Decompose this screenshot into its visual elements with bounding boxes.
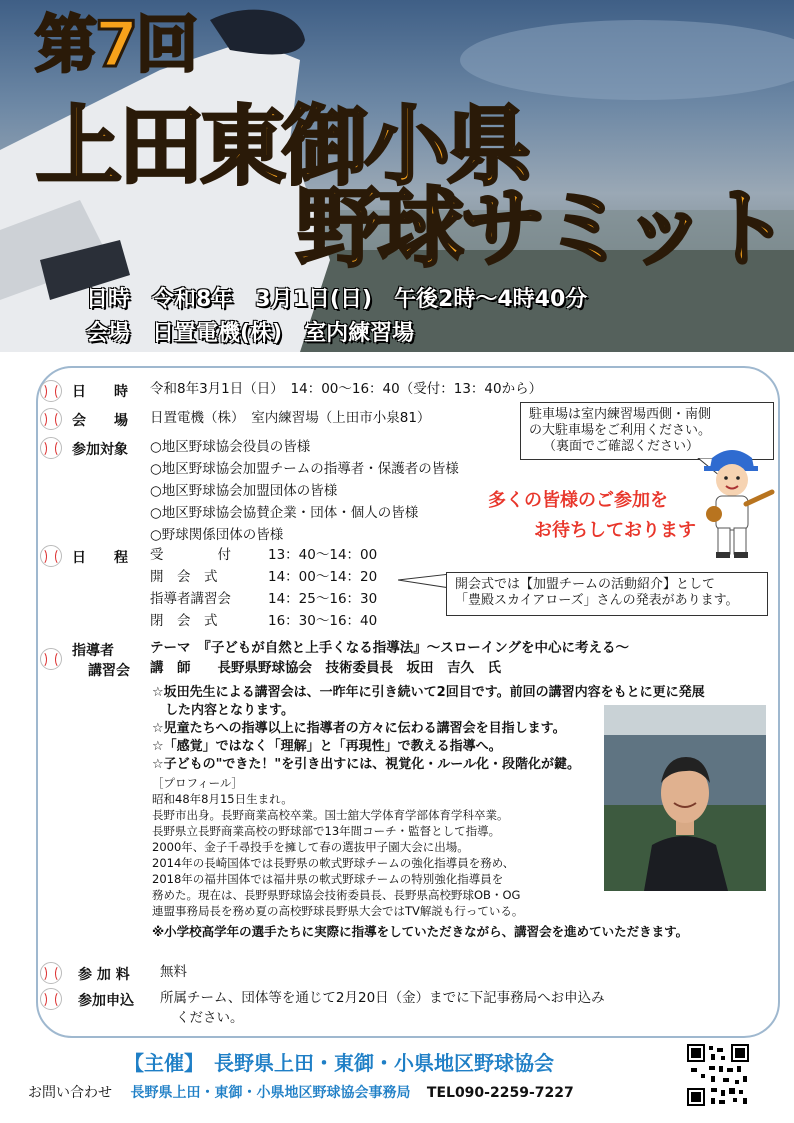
parking-callout-line: 駐車場は室内練習場西側・南側 — [529, 407, 712, 422]
seminar-bullet: した内容となります。 — [152, 703, 294, 718]
baseball-icon — [40, 408, 62, 430]
datetime-value: 令和8年3月1日（日） 14：00～16：40（受付：13：40から） — [150, 381, 543, 397]
fee-label: 参 加 料 — [78, 967, 130, 983]
organizer: 【主催】 長野県上田・東御・小県地区野球協会 — [124, 1051, 554, 1075]
contact-org: 長野県上田・東御・小県地区野球協会事務局 — [130, 1085, 411, 1101]
seminar-theme: テーマ 『子どもが自然と上手くなる指導法』～スローイングを中心に考える～ — [150, 640, 629, 656]
schedule-item-name: 指導者講習会 — [150, 591, 231, 607]
opening-callout — [446, 572, 768, 616]
contact-line — [28, 1082, 574, 1102]
profile-line: 長野市出身。長野商業高校卒業。国士舘大学体育学部体育学科卒業。 — [152, 808, 509, 822]
venue-label: 会 場 — [72, 413, 128, 429]
target-item: ○地区野球協会加盟団体の皆様 — [150, 483, 338, 499]
baseball-icon — [40, 545, 62, 567]
profile-line: 連盟事務局長を務め夏の高校野球長野県大会ではTV解説も行っている。 — [152, 904, 524, 918]
target-item: ○地区野球協会役員の皆様 — [150, 439, 311, 455]
welcome-line2: お待ちしております — [534, 520, 696, 541]
apply-text: ください。 — [176, 1010, 244, 1026]
seminar-note: ※小学校高学年の選手たちに実際に指導をしていただきながら、講習会を進めていただきます。 — [152, 924, 689, 939]
baseball-icon — [40, 988, 62, 1010]
schedule-item-time: 14：25～16：30 — [268, 591, 378, 607]
edition-title: 第7回 — [35, 8, 197, 81]
seminar-bullet: ☆子どもの"できた！"を引き出すには、視覚化・ルール化・段階化が鍵。 — [152, 757, 580, 772]
profile-line: 長野県立長野商業高校の野球部で13年間コーチ・監督として指導。 — [152, 824, 501, 838]
apply-label: 参加申込 — [78, 993, 134, 1009]
seminar-bullet: ☆児童たちへの指導以上に指導者の方々に伝わる講習会を目指します。 — [152, 721, 566, 736]
targets-label: 参加対象 — [72, 442, 128, 458]
opening-callout-line: 開会式では【加盟チームの活動紹介】として — [455, 577, 716, 592]
seminar-lecturer: 講 師 長野県野球協会 技術委員長 坂田 吉久 氏 — [150, 660, 501, 676]
baseball-icon — [40, 380, 62, 402]
baseball-boy-illustration — [690, 440, 776, 564]
schedule-item-time: 14：00～14：20 — [268, 569, 378, 585]
hero-datetime: 日時 令和8年 3月1日(日) 午後2時～4時40分 — [86, 287, 588, 312]
profile-line: 2000年、金子千尋投手を擁して春の選抜甲子園大会に出場。 — [152, 840, 469, 854]
schedule-item-name: 閉 会 式 — [150, 613, 218, 629]
profile-line: 昭和48年8月15日生まれ。 — [152, 792, 293, 806]
hero-venue: 会場 日置電機(株) 室内練習場 — [86, 321, 415, 346]
baseball-icon — [40, 648, 62, 670]
schedule-label: 日 程 — [72, 550, 128, 566]
schedule-item-time: 13：40～14：00 — [268, 547, 378, 563]
seminar-label: 指導者 — [72, 643, 114, 659]
apply-text: 所属チーム、団体等を通じて2月20日（金）までに下記事務局へお申込み — [160, 990, 605, 1006]
seminar-label: 講習会 — [88, 663, 130, 679]
parking-callout-line: の大駐車場をご利用ください。 — [529, 423, 712, 438]
target-item: ○野球関係団体の皆様 — [150, 527, 284, 543]
schedule-item-name: 開 会 式 — [150, 569, 218, 585]
event-title-line1: 上田東御小県 — [36, 97, 528, 197]
contact-label: お問い合わせ — [28, 1085, 112, 1101]
baseball-icon — [40, 962, 62, 984]
target-item: ○地区野球協会協賛企業・団体・個人の皆様 — [150, 505, 419, 521]
schedule-item-name: 受 付 — [150, 547, 231, 563]
qr-code[interactable] — [685, 1042, 751, 1108]
seminar-bullet: ☆「感覚」ではなく「理解」と「再現性」で教える指導へ。 — [152, 739, 502, 754]
profile-line: 2014年の長崎国体では長野県の軟式野球チームの強化指導員を務め、 — [152, 856, 515, 870]
event-title-line2: 野球サミット — [296, 179, 787, 279]
profile-header: ［プロフィール］ — [152, 776, 243, 790]
fee-value: 無料 — [160, 964, 187, 980]
profile-line: 2018年の福井国体では福井県の軟式野球チームの特別強化指導員を — [152, 872, 504, 886]
target-item: ○地区野球協会加盟チームの指導者・保護者の皆様 — [150, 461, 459, 477]
schedule-item-time: 16：30～16：40 — [268, 613, 378, 629]
welcome-line1: 多くの皆様のご参加を — [488, 490, 668, 511]
seminar-bullet: ☆坂田先生による講習会は、一昨年に引き続いて2回目です。前回の講習内容をもとに更に発展 — [152, 685, 705, 700]
hero-banner — [0, 0, 794, 352]
profile-line: 務めた。現在は、長野県野球協会技術委員長、長野県高校野球OB・OG — [152, 888, 521, 902]
parking-callout-line: （裏面でご確認ください） — [543, 439, 700, 454]
contact-tel: TEL090-2259-7227 — [426, 1085, 574, 1101]
baseball-icon — [40, 437, 62, 459]
opening-callout-line: 「豊殿スカイアローズ」さんの発表があります。 — [455, 593, 739, 608]
datetime-label: 日 時 — [72, 384, 128, 400]
venue-value: 日置電機（株） 室内練習場（上田市小泉81） — [150, 410, 431, 426]
lecturer-photo — [604, 705, 766, 891]
